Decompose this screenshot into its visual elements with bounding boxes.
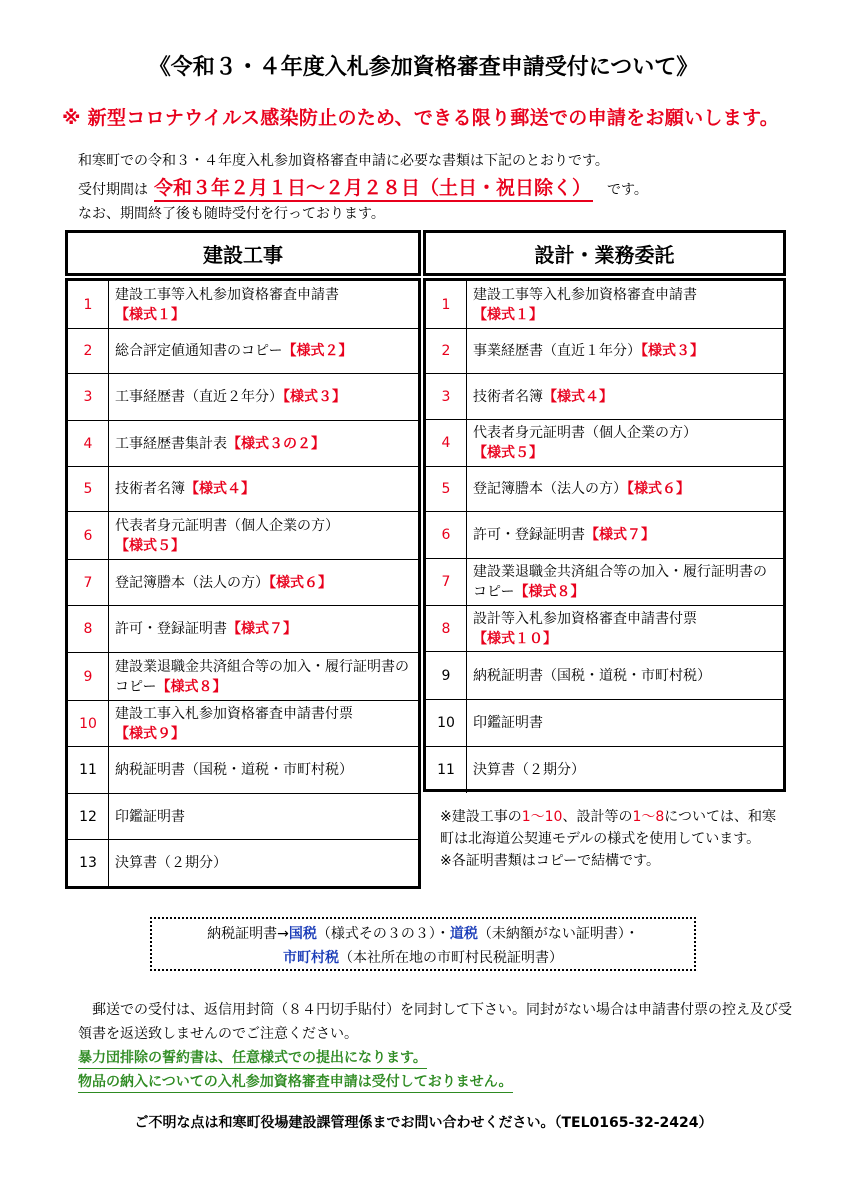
document-name: 技術者名簿 [473,388,543,405]
form-label: 【様式１】 [115,306,185,323]
form-label: 【様式３】 [283,389,346,405]
table-row [68,701,418,747]
row-number: 5 [68,467,109,511]
row-document [109,560,418,605]
row-number: 10 [68,701,109,746]
document-name: 納税証明書（国税・道税・市町村税） [115,762,353,778]
table-row [68,560,418,606]
row-document [467,747,783,793]
row-number: 10 [426,700,467,746]
form-label: 【様式８】 [156,678,227,695]
mail-text: 郵送での受付は、返信用封筒（８４円切手貼付）を同封して下さい。同封がない場合は申請書付票の控え及び受領書を返送致しませんのでご注意ください。 [78,1002,792,1042]
contact-info: ご不明な点は和寒町役場建設課管理係までお問い合わせください。（TEL0165-32-2424） [134,1115,713,1131]
intro-line-3: なお、期間終了後も随時受付を行っております。 [78,206,385,222]
table-row [426,329,783,374]
document-name: 登記簿謄本（法人の方） [473,481,627,497]
table-row [426,747,783,793]
row-number: 1 [68,281,109,328]
row-document [467,652,783,699]
document-name: 代表者身元証明書（個人企業の方） [473,425,697,441]
row-number: 3 [426,374,467,419]
side-note-line-1: ※建設工事の1～10、設計等の1～8については、和寒町は北海道公契連モデルの様式を使用しています。 [440,809,777,847]
document-name: 許可・登録証明書 [473,527,585,543]
row-document [109,329,418,373]
table-row [68,747,418,794]
row-document [467,374,783,419]
row-document [109,421,418,466]
table-row [426,512,783,559]
row-number: 11 [426,747,467,793]
row-document [109,653,418,700]
row-number: 5 [426,467,467,511]
row-document [467,467,783,511]
design-table [423,278,786,792]
row-document [109,374,418,420]
table-row [426,281,783,329]
side-note [440,806,788,872]
document-name: 納税証明書（国税・道税・市町村税） [473,667,711,684]
row-number: 7 [426,559,467,605]
document-name: 印鑑証明書 [473,715,543,731]
row-document [109,747,418,793]
document-name: 建設工事入札参加資格審査申請書付票 [115,705,353,722]
document-name: 建設工事等入札参加資格審査申請書 [115,286,339,303]
form-label: 【様式６】 [269,574,332,591]
document-name: 技術者名簿 [115,481,185,497]
row-document [467,559,783,605]
table-row [426,467,783,512]
mail-instructions [78,998,798,1094]
row-document [109,467,418,511]
row-number: 8 [68,606,109,652]
row-number: 9 [426,652,467,699]
row-number: 3 [68,374,109,420]
intro-line-1: 和寒町での令和３・４年度入札参加資格審査申請に必要な書類は下記のとおりです。 [78,153,609,169]
form-label: 【様式３】 [641,343,704,359]
table-row [68,467,418,512]
table-row [426,374,783,420]
row-number: 11 [68,747,109,793]
form-label: 【様式７】 [227,621,297,637]
row-number: 4 [426,420,467,466]
document-name: 建設業退職金共済組合等の加入・履行証明書のコピー [115,658,409,695]
side-note-line-2: ※各証明書類はコピーで結構です。 [440,853,661,869]
table-row [68,606,418,653]
table-row [68,794,418,840]
form-label: 【様式４】 [543,388,613,405]
row-number: 2 [426,329,467,373]
form-label: 【様式９】 [115,725,185,742]
page-title: 《令和３・４年度入札参加資格審査申請受付について》 [148,55,699,80]
intro-period [78,173,648,202]
form-label: 【様式７】 [585,527,655,543]
design-header: 設計・業務委託 [423,230,786,276]
goods-note: 物品の納入についての入札参加資格審査申請は受付しておりません。 [78,1072,513,1093]
row-document [467,329,783,373]
document-name: 設計等入札参加資格審査申請書付票 [473,610,697,627]
document-name: 許可・登録証明書 [115,621,227,637]
document-name: 工事経歴書集計表 [115,435,227,452]
table-row [68,840,418,886]
row-number: 4 [68,421,109,466]
document-name: 登記簿謄本（法人の方） [115,574,269,591]
row-number: 8 [426,606,467,651]
period-label: 受付期間は [78,182,148,198]
covid-notice: ※ 新型コロナウイルス感染防止のため、できる限り郵送での申請をお願いします。 [62,107,780,129]
form-label: 【様式２】 [282,343,353,359]
document-name: 建設工事等入札参加資格審査申請書 [473,286,697,303]
document-name: 印鑑証明書 [115,808,185,825]
document-name: 事業経歴書（直近１年分） [473,343,641,359]
row-document [467,420,783,466]
construction-header: 建設工事 [65,230,421,276]
row-document [109,512,418,559]
table-row [68,421,418,467]
document-name: 総合評定値通知書のコピー [115,343,283,359]
table-row [68,512,418,560]
tax-certificate-box: 納税証明書→国税（様式その３の３）・道税（未納額がない証明書）・ 市町村税（本社所在地の市町村民税証明書） [150,917,696,971]
row-document [467,281,783,328]
row-number: 13 [68,840,109,886]
period-suffix: です。 [607,182,648,198]
row-document [109,701,418,746]
form-label: 【様式４】 [185,481,255,497]
document-name: 代表者身元証明書（個人企業の方） [115,517,339,534]
construction-table [65,278,421,889]
row-number: 12 [68,794,109,839]
table-row [426,559,783,606]
row-number: 2 [68,329,109,373]
row-document [467,700,783,746]
table-row [68,653,418,701]
row-document [109,281,418,328]
anti-gang-note: 暴力団排除の誓約書は、任意様式での提出になります。 [78,1048,427,1069]
form-label: 【様式１】 [473,306,543,323]
form-label: 【様式５】 [473,445,543,461]
row-document [109,794,418,839]
row-number: 6 [426,512,467,558]
table-row [68,281,418,329]
period-value: 令和３年２月１日～２月２８日（土日・祝日除く） [154,173,593,202]
form-label: 【様式５】 [115,537,185,554]
row-number: 9 [68,653,109,700]
form-label: 【様式１０】 [473,630,557,647]
document-name: 建設業退職金共済組合等の加入・履行証明書のコピー [473,564,767,600]
table-row [68,329,418,374]
table-row [68,374,418,421]
row-document [109,606,418,652]
document-name: 決算書（２期分） [473,762,585,778]
table-row [426,700,783,747]
row-document [467,606,783,651]
row-number: 6 [68,512,109,559]
form-label: 【様式３の２】 [227,435,325,452]
document-name: 工事経歴書（直近２年分） [115,389,283,405]
form-label: 【様式８】 [514,584,585,600]
row-number: 7 [68,560,109,605]
form-label: 【様式６】 [627,481,690,497]
table-row [426,420,783,467]
row-document [109,840,418,886]
document-name: 決算書（２期分） [115,855,227,871]
table-row [426,652,783,700]
row-number: 1 [426,281,467,328]
row-document [467,512,783,558]
table-row [426,606,783,652]
